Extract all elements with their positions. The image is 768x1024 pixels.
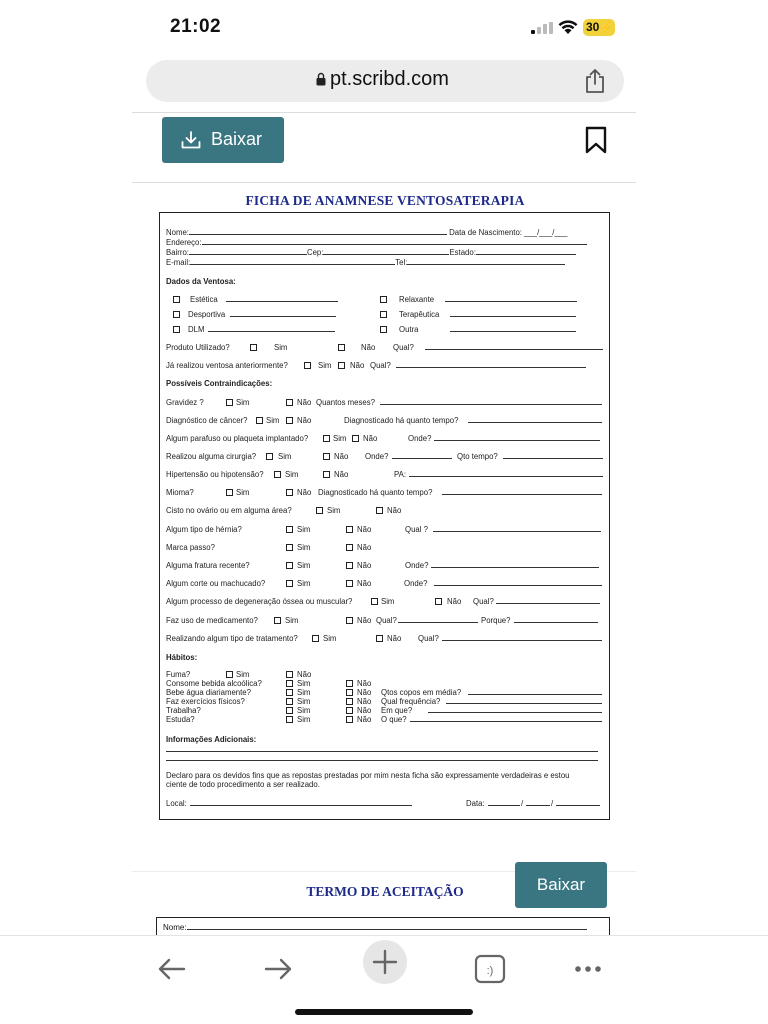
label-nao: Não [297, 488, 312, 497]
label-onde: Onde? [405, 561, 429, 570]
label-diagnosticado: Diagnosticado há quanto tempo? [318, 488, 433, 497]
checkbox[interactable] [435, 598, 442, 605]
field-line [392, 452, 452, 459]
label-sim: Sim [297, 715, 311, 724]
field-line [496, 597, 600, 604]
field-line [410, 715, 602, 722]
field-line [190, 799, 412, 806]
checkbox[interactable] [338, 362, 345, 369]
label-sim: Sim [285, 470, 299, 479]
checkbox[interactable] [266, 453, 273, 460]
label-trabalha: Trabalha? [166, 706, 201, 715]
checkbox[interactable] [173, 296, 180, 303]
field-line [396, 361, 586, 368]
field-line [514, 616, 598, 623]
field-line [434, 434, 600, 441]
address-bar[interactable] [146, 60, 624, 102]
label-endereco: Endereço: [166, 238, 202, 247]
row-bairro [166, 248, 576, 257]
label-estado: Estado: [449, 248, 476, 257]
battery-level: 30 [586, 20, 600, 34]
checkbox[interactable] [286, 707, 293, 714]
label-exercicios: Faz exercícios físicos? [166, 697, 245, 706]
label-mioma: Mioma? [166, 488, 194, 497]
label-nao: Não [334, 470, 349, 479]
label-nao: Não [387, 506, 402, 515]
label-sim: Sim [381, 597, 395, 606]
field-line [166, 754, 598, 761]
lock-icon [316, 72, 326, 86]
field-line [230, 310, 336, 317]
checkbox[interactable] [286, 399, 293, 406]
label-data: Data: [466, 799, 485, 808]
field-line [445, 295, 577, 302]
label-pa: PA: [394, 470, 406, 479]
checkbox[interactable] [380, 311, 387, 318]
field-line [450, 310, 576, 317]
field-line [556, 799, 600, 806]
option-label: DLM [188, 325, 205, 334]
field-line [187, 923, 587, 930]
label-degeneracao: Algum processo de degeneração óssea ou muscular? [166, 597, 353, 606]
field-line [398, 616, 478, 623]
label-tratamento: Realizando algum tipo de tratamento? [166, 634, 298, 643]
heading-contraindicacoes: Possíveis Contraindicações: [166, 379, 273, 388]
label-sim: Sim [318, 361, 332, 370]
label-nao: Não [357, 715, 372, 724]
field-line [202, 238, 587, 245]
label-nao: Não [387, 634, 402, 643]
field-line [468, 416, 602, 423]
label-nao: Não [334, 452, 349, 461]
field-line [189, 228, 447, 235]
label-estuda: Estuda? [166, 715, 195, 724]
label-sim: Sim [297, 525, 311, 534]
battery-indicator [583, 19, 615, 36]
field-line [208, 325, 335, 332]
field-line [433, 525, 601, 532]
label-cep: Cep: [306, 248, 324, 257]
checkbox[interactable] [346, 544, 353, 551]
label-nao: Não [363, 434, 378, 443]
label-sim: Sim [236, 398, 250, 407]
checkbox[interactable] [346, 526, 353, 533]
checkbox[interactable] [286, 671, 293, 678]
checkbox[interactable] [226, 489, 233, 496]
field-line [450, 325, 576, 332]
label-qto-tempo: Qto tempo? [457, 452, 498, 461]
checkbox[interactable] [371, 598, 378, 605]
wifi-icon [557, 18, 579, 35]
label-local: Local: [166, 799, 187, 808]
checkbox[interactable] [323, 435, 330, 442]
download-label: Baixar [211, 129, 263, 149]
option-label: Outra [399, 325, 419, 334]
checkbox[interactable] [380, 326, 387, 333]
heading-dados: Dados da Ventosa: [166, 277, 236, 286]
label-sim: Sim [297, 706, 311, 715]
row-nome [166, 228, 567, 237]
divider [132, 182, 636, 183]
heading-info-adicionais: Informações Adicionais: [166, 735, 257, 744]
checkbox[interactable] [346, 698, 353, 705]
label-bebida: Consome bebida alcoólica? [166, 679, 262, 688]
row-email [166, 258, 565, 267]
label-nao: Não [350, 361, 365, 370]
label-diag-tempo: Diagnosticado há quanto tempo? [344, 416, 459, 425]
field-line [468, 688, 602, 695]
field-line [442, 634, 602, 641]
checkbox[interactable] [286, 417, 293, 424]
checkbox[interactable] [173, 311, 180, 318]
label-hipertensao: Hipertensão ou hipotensão? [166, 470, 264, 479]
download-button[interactable] [162, 117, 284, 163]
label-frequencia: Qual frequência? [381, 697, 441, 706]
checkbox[interactable] [323, 453, 330, 460]
checkbox[interactable] [346, 689, 353, 696]
checkbox[interactable] [226, 399, 233, 406]
checkbox[interactable] [256, 417, 263, 424]
label-copos: Qtos copos em média? [381, 688, 462, 697]
field-line [409, 470, 603, 477]
field-line [476, 248, 576, 255]
checkbox[interactable] [286, 680, 293, 687]
back-arrow-icon[interactable] [150, 944, 194, 988]
field-line [431, 561, 599, 568]
label-fratura: Alguma fratura recente? [166, 561, 250, 570]
label-nao: Não [447, 597, 462, 606]
declaration-line-1: Declaro para os devidos fins que as repostas prestadas por mim nesta ficha são expressamente verdadeiras e estou [166, 771, 570, 780]
checkbox[interactable] [286, 562, 293, 569]
label-sim: Sim [297, 579, 311, 588]
field-line [323, 248, 449, 255]
label-nao: Não [297, 398, 312, 407]
info-line-1 [166, 745, 598, 754]
field-line [446, 697, 602, 704]
document2-title: TERMO DE ACEITAÇÃO [306, 884, 464, 899]
label-onde: Onde? [365, 452, 389, 461]
termo-form [156, 917, 610, 937]
divider [132, 112, 636, 113]
label-sim: Sim [297, 697, 311, 706]
label-porque: Porque? [481, 616, 511, 625]
label-sim: Sim [297, 688, 311, 697]
option-label: Terapêutica [399, 310, 440, 319]
more-icon[interactable] [566, 944, 610, 988]
label-cancer: Diagnóstico de câncer? [166, 416, 248, 425]
checkbox[interactable] [346, 707, 353, 714]
label-nao: Não [361, 343, 376, 352]
checkbox[interactable] [376, 635, 383, 642]
label-nao: Não [357, 525, 372, 534]
checkbox[interactable] [380, 296, 387, 303]
bookmark-icon[interactable] [585, 126, 607, 154]
label-sim: Sim [327, 506, 341, 515]
label-sim: Sim [236, 670, 250, 679]
label-ja-realizou: Já realizou ventosa anteriormente? [166, 361, 288, 370]
label-sim: Sim [236, 488, 250, 497]
anamnese-form: Nome: Data de Nascimento: ___/___/___ Endereço: Bairro: Cep: Estado: E-mail: Tel: Dados da Ventosa: Estética Relaxante Desportiva Terapêutica DLM Outra Produto Utilizado? Sim Não Qual? Já realizou ventosa anteriormente? Sim Não Qual? Possíveis Contraindicações: Gravidez ? Sim Não Quantos meses? Diagnóstico de câncer? Sim Não Diagnosticado há quanto tempo? Algum parafuso ou plaqueta implantado? Sim Não Onde? Realizou alguma cirurgia? Sim Não Onde? Qto tempo? Hipertensão ou hipotensão? Sim Não PA: Mioma? Sim Não Diagnosticado há quanto tempo? Cisto no ovário ou em alguma área? Sim Não Algum tipo de hérnia? Sim Não Qual ? Marca passo? Sim Não Alguma fratura recente? Sim Não Onde? Algum corte ou machucado? Sim Não Onde? Algum processo de degeneração óssea ou muscular? Sim Não Qual? Faz uso de medicamento? Sim Não Qual? Porque? Realizando algum tipo de tratamento? Sim Não Qual? Hábitos: Fuma? Sim Não Consome bebida alcoólica? Sim Não Bebe água diariamente? Sim Não Qtos copos em média? Faz exercícios físicos? Sim Não Qual frequência? Trabalha? Sim Não Em que? Estuda? Sim Não O que? Informações Adicionais: Declaro para os devidos fins que as repostas prestadas por mim nesta ficha são expressamente verdadeiras e estou ciente de todo procedimento a ser realizado. Local: Data: / / [159, 212, 610, 820]
label-sim: Sim [323, 634, 337, 643]
field-line [434, 579, 602, 586]
label-qual: Qual ? [405, 525, 428, 534]
checkbox[interactable] [173, 326, 180, 333]
checkbox[interactable] [323, 471, 330, 478]
checkbox[interactable] [312, 635, 319, 642]
checkbox[interactable] [376, 507, 383, 514]
label-produto: Produto Utilizado? [166, 343, 230, 352]
status-time: 21:02 [170, 16, 222, 37]
field-line [190, 258, 395, 265]
plus-icon[interactable] [362, 939, 408, 985]
option-label: Relaxante [399, 295, 435, 304]
label-sim: Sim [274, 343, 288, 352]
label-parafuso: Algum parafuso ou plaqueta implantado? [166, 434, 309, 443]
field-line [166, 745, 598, 752]
checkbox[interactable] [352, 435, 359, 442]
checkbox[interactable] [286, 544, 293, 551]
checkbox[interactable] [346, 716, 353, 723]
checkbox[interactable] [286, 698, 293, 705]
label-fuma: Fuma? [166, 670, 191, 679]
field-line [425, 343, 603, 350]
label-sim: Sim [297, 561, 311, 570]
label-em-que: Em que? [381, 706, 413, 715]
row-nome-2 [163, 923, 587, 932]
checkbox[interactable] [250, 344, 257, 351]
url-text[interactable]: pt.scribd.com [330, 68, 449, 90]
label-nao: Não [357, 579, 372, 588]
checkbox[interactable] [286, 489, 293, 496]
label-sim: Sim [297, 679, 311, 688]
field-line [380, 398, 602, 405]
checkbox[interactable] [226, 671, 233, 678]
row-endereco [166, 238, 587, 247]
label-sim: Sim [266, 416, 280, 425]
label-nao: Não [357, 679, 372, 688]
label-nao: Não [357, 706, 372, 715]
field-line [407, 258, 565, 265]
option-label: Estética [190, 295, 218, 304]
field-line [503, 452, 603, 459]
field-line [442, 488, 602, 495]
checkbox[interactable] [286, 580, 293, 587]
checkbox[interactable] [346, 680, 353, 687]
label-cirurgia: Realizou alguma cirurgia? [166, 452, 257, 461]
checkbox[interactable] [338, 344, 345, 351]
label-cisto: Cisto no ovário ou em alguma área? [166, 506, 292, 515]
svg-text::): :) [486, 965, 494, 977]
label-onde: Onde? [404, 579, 428, 588]
label-nao: Não [357, 543, 372, 552]
checkbox[interactable] [274, 617, 281, 624]
field-line [526, 799, 550, 806]
label-sim: Sim [333, 434, 347, 443]
checkbox[interactable] [316, 507, 323, 514]
label-marca-passo: Marca passo? [166, 543, 215, 552]
label-qual: Qual? [376, 616, 397, 625]
share-icon[interactable] [584, 68, 606, 94]
checkbox[interactable] [346, 562, 353, 569]
label-nao: Não [357, 561, 372, 570]
label-qual: Qual? [370, 361, 391, 370]
label-sim: Sim [285, 616, 299, 625]
label-quantos-meses: Quantos meses? [316, 398, 375, 407]
label-data-nascimento: Data de Nascimento: ___/___/___ [449, 228, 568, 237]
forward-arrow-icon[interactable] [256, 944, 300, 988]
label-o-que: O que? [381, 715, 407, 724]
label-corte: Algum corte ou machucado? [166, 579, 266, 588]
label-nome: Nome: [166, 228, 189, 237]
label-qual: Qual? [393, 343, 414, 352]
label-qual: Qual? [473, 597, 494, 606]
heading-habitos: Hábitos: [166, 653, 198, 662]
label-nao: Não [297, 416, 312, 425]
home-indicator [295, 1009, 473, 1015]
document-title: FICHA DE ANAMNESE VENTOSATERAPIA [245, 193, 525, 208]
label-onde: Onde? [408, 434, 432, 443]
download-icon [181, 131, 201, 149]
field-line [226, 295, 338, 302]
label-nao: Não [357, 616, 372, 625]
option-label: Desportiva [188, 310, 226, 319]
label-gravidez: Gravidez ? [166, 398, 204, 407]
label-tel: Tel: [395, 258, 408, 267]
label-agua: Bebe água diariamente? [166, 688, 251, 697]
tabs-icon[interactable] [468, 944, 512, 988]
checkbox[interactable] [286, 716, 293, 723]
label-nome-2: Nome: [163, 923, 187, 932]
charging-bolt-icon: ⚡ [599, 22, 614, 34]
field-line [189, 248, 307, 255]
checkbox[interactable] [346, 580, 353, 587]
label-medicamento: Faz uso de medicamento? [166, 616, 258, 625]
label-qual: Qual? [418, 634, 439, 643]
download-button-2[interactable]: Baixar [515, 862, 607, 908]
checkbox[interactable] [304, 362, 311, 369]
label-sim: Sim [278, 452, 292, 461]
declaration-line-2: ciente de todo procedimento a ser realizado. [166, 780, 320, 789]
label-hernia: Algum tipo de hérnia? [166, 525, 242, 534]
checkbox[interactable] [286, 526, 293, 533]
label-email: E-mail: [166, 258, 191, 267]
field-line [428, 706, 602, 713]
signal-icon [531, 22, 553, 34]
label-nao: Não [297, 670, 312, 679]
label-nao: Não [357, 697, 372, 706]
label-sim: Sim [297, 543, 311, 552]
label-nao: Não [357, 688, 372, 697]
checkbox[interactable] [286, 689, 293, 696]
checkbox[interactable] [346, 617, 353, 624]
status-bar [0, 0, 768, 58]
info-line-2 [166, 754, 598, 763]
label-bairro: Bairro: [166, 248, 189, 257]
checkbox[interactable] [274, 471, 281, 478]
field-line [488, 799, 520, 806]
